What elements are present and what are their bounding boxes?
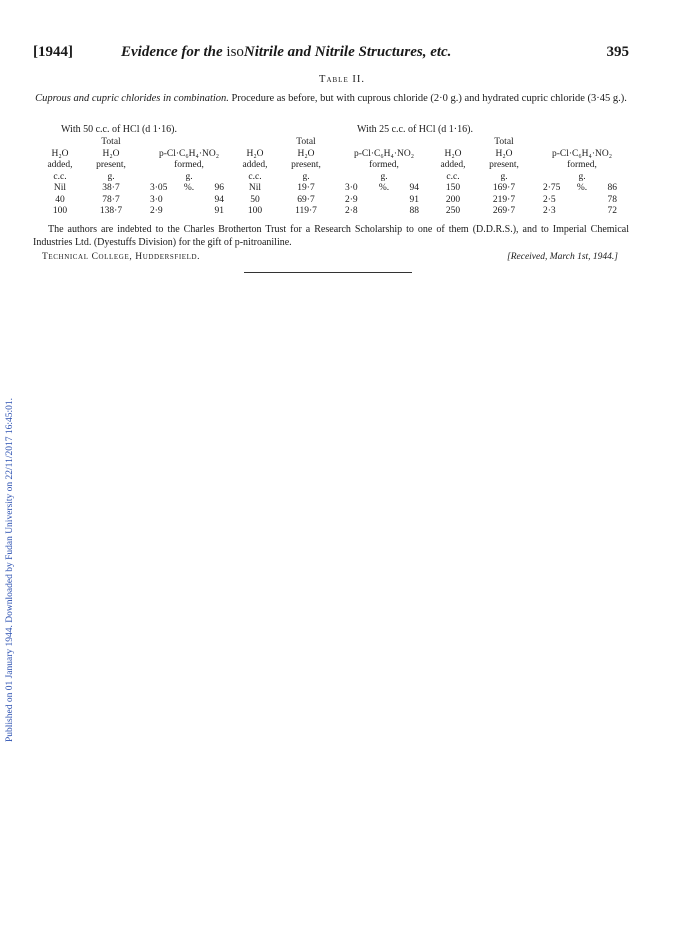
header-unit-g: g. — [185, 171, 193, 182]
footer — [42, 252, 618, 266]
cell-formed-pct: 94 — [214, 194, 224, 205]
table-description-italic: Cuprous and cupric chlorides in combination. — [35, 93, 229, 104]
header-unit: g. — [107, 171, 115, 182]
cell-formed-g: 2·5 — [543, 194, 556, 205]
cell-formed-pct: 78 — [607, 194, 617, 205]
cell-water-present: 269·7 — [492, 206, 516, 216]
cell-water-added: Nil — [248, 183, 262, 193]
column-water-present — [479, 137, 529, 218]
cell-formed-g: 3·0 — [150, 194, 163, 205]
cell-formed-pct: 91 — [409, 194, 419, 205]
cell-formed-pct: 96 — [214, 183, 224, 193]
header-unit-pct: %. — [576, 183, 588, 193]
header-unit: c.c. — [446, 171, 460, 182]
cell-water-added: 150 — [445, 183, 461, 193]
cell-formed-g: 2·9 — [345, 194, 358, 205]
header-h2o: H₂O — [444, 148, 462, 159]
table-description — [33, 92, 629, 105]
column-product-formed — [345, 137, 423, 218]
cell-formed-pct: 86 — [607, 183, 617, 193]
cell-water-present: 119·7 — [295, 206, 317, 216]
group-header-50cc: With 50 c.c. of HCl (d 1·16). — [61, 124, 177, 135]
header-title-a: Evidence for the — [121, 44, 227, 60]
header-title-iso: iso — [226, 44, 244, 60]
cell-formed-g: 2·3 — [543, 206, 556, 216]
header-unit-g: g. — [380, 171, 388, 182]
header-product: p-Cl·C₆H₄·NO₂ — [551, 148, 613, 159]
header-unit-pct: %. — [183, 183, 195, 193]
cell-water-present: 78·7 — [102, 194, 120, 205]
affiliation: Technical College, Huddersfield. — [42, 252, 201, 262]
cell-water-added: 100 — [247, 206, 263, 216]
cell-water-added: 200 — [445, 194, 461, 205]
cell-formed-g: 2·8 — [345, 206, 358, 216]
download-watermark-text: Published on 01 January 1944. Downloaded by Fudan University on 22/11/2017 16:45:01. — [5, 398, 15, 742]
column-water-added — [233, 137, 277, 218]
header-product: p-Cl·C₆H₄·NO₂ — [353, 148, 415, 159]
table-description-rest: Procedure as before, but with cuprous chloride (2·0 g.) and hydrated cupric chloride (3·45 g.). — [231, 93, 627, 104]
cell-water-added: Nil — [53, 183, 67, 193]
header-formed: formed, — [567, 160, 597, 170]
header-h2o: H₂O — [246, 148, 264, 159]
header-total: Total — [494, 137, 514, 147]
header-h2o: H₂O — [495, 148, 513, 159]
header-unit: c.c. — [53, 171, 67, 182]
cell-water-present: 38·7 — [102, 183, 120, 193]
column-water-present — [281, 137, 331, 218]
received-date: [Received, March 1st, 1944.] — [507, 252, 618, 262]
column-product-formed — [543, 137, 621, 218]
header-formed: formed, — [369, 160, 399, 170]
column-product-formed — [150, 137, 228, 218]
header-unit: g. — [302, 171, 310, 182]
header-unit-pct: %. — [378, 183, 390, 193]
page-number: 395 — [606, 44, 629, 60]
cell-water-added: 40 — [55, 194, 65, 205]
column-water-present — [86, 137, 136, 218]
header-title — [121, 44, 451, 61]
cell-formed-g: 3·05 — [150, 183, 168, 193]
header-formed: formed, — [174, 160, 204, 170]
header-h2o: H₂O — [51, 148, 69, 159]
header-present: present, — [489, 160, 519, 170]
running-header — [33, 44, 629, 64]
header-present: present, — [96, 160, 126, 170]
header-unit-g: g. — [578, 171, 586, 182]
header-unit: g. — [500, 171, 508, 182]
cell-water-present: 138·7 — [99, 206, 123, 216]
cell-water-added: 50 — [250, 194, 260, 205]
column-water-added — [38, 137, 82, 218]
header-present: present, — [291, 160, 321, 170]
cell-formed-pct: 72 — [607, 206, 617, 216]
cell-water-present: 219·7 — [492, 194, 516, 205]
cell-water-present: 169·7 — [492, 183, 516, 193]
group-header-25cc: With 25 c.c. of HCl (d 1·16). — [357, 124, 473, 135]
header-total: Total — [296, 137, 316, 147]
column-water-added — [431, 137, 475, 218]
cell-water-added: 100 — [52, 206, 68, 216]
cell-formed-pct: 91 — [214, 206, 224, 216]
cell-formed-g: 2·75 — [543, 183, 561, 193]
cell-water-added: 250 — [445, 206, 461, 216]
cell-water-present: 69·7 — [297, 194, 315, 205]
cell-formed-pct: 88 — [409, 206, 419, 216]
table-caption: Table II. — [319, 74, 365, 85]
acknowledgement: The authors are indebted to the Charles Brotherton Trust for a Research Scholarship to one of them (D.D.R.S.), and to Imperial Chemical Industries Ltd. (Dyestuffs Division) for the gift of p-nitroaniline. — [33, 224, 629, 248]
header-product: p-Cl·C₆H₄·NO₂ — [158, 148, 220, 159]
cell-formed-g: 2·9 — [150, 206, 163, 216]
header-h2o: H₂O — [102, 148, 120, 159]
header-added: added, — [440, 160, 466, 170]
header-title-b: Nitrile and Nitrile Structures, etc. — [243, 44, 452, 60]
download-watermark — [3, 180, 17, 742]
header-unit: c.c. — [248, 171, 262, 182]
cell-water-present: 19·7 — [297, 183, 315, 193]
header-total: Total — [101, 137, 121, 147]
header-year: [1944] — [33, 44, 73, 60]
end-rule — [244, 272, 412, 273]
header-added: added, — [47, 160, 73, 170]
cell-formed-pct: 94 — [409, 183, 419, 193]
cell-formed-g: 3·0 — [345, 183, 358, 193]
header-h2o: H₂O — [297, 148, 315, 159]
header-added: added, — [242, 160, 268, 170]
